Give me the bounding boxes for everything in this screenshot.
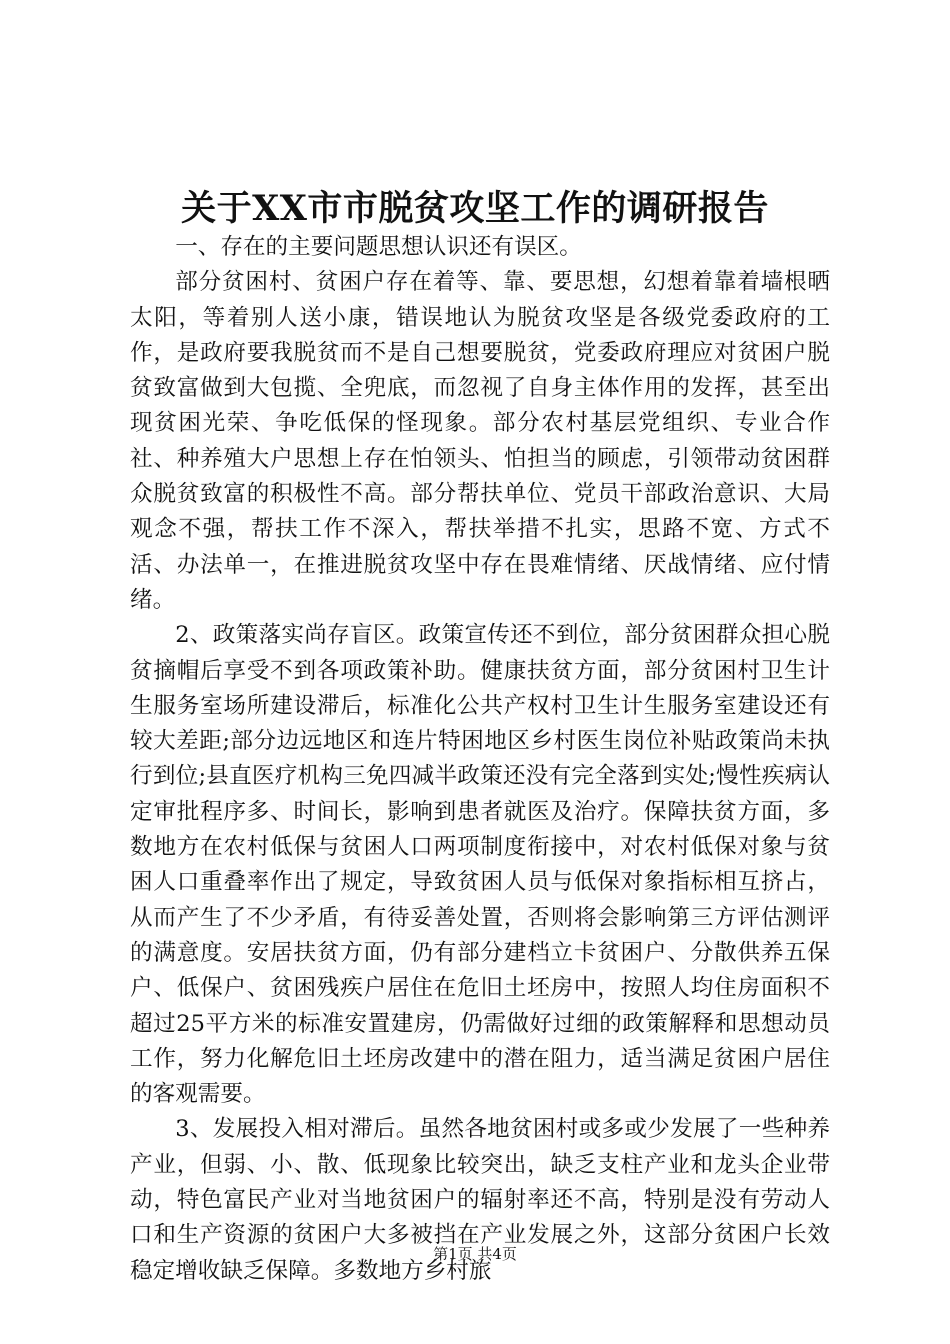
body-paragraph: 部分贫困村、贫困户存在着等、靠、要思想，幻想着靠着墙根晒太阳，等着别人送小康，错误地认为脱贫攻坚是各级党委政府的工作，是政府要我脱贫而不是自己想要脱贫，党委政府理应对贫困户脱贫致富做到大包揽、全兜底，而忽视了自身主体作用的发挥，甚至出现贫困光荣、争吃低保的怪现象。部分农村基层党组织、专业合作社、种养殖大户思想上存在怕领头、怕担当的顾虑，引领带动贫困群众脱贫致富的积极性不高。部分帮扶单位、党员干部政治意识、大局观念不强，帮扶工作不深入，帮扶举措不扎实，思路不宽、方式不活、办法单一，在推进脱贫攻坚中存在畏难情绪、厌战情绪、应付情绪。 [130,269,830,613]
section-heading-paragraph: 一、存在的主要问题思想认识还有误区。 [175,234,582,260]
body-paragraph: 3、发展投入相对滞后。虽然各地贫困村或多或少发展了一些种养产业，但弱、小、散、低现象比较突出，缺乏支柱产业和龙头企业带动，特色富民产业对当地贫困户的辐射率还不高，特别是没有劳动人口和生产资源的贫困户大多被挡在产业发展之外，这部分贫困户长效稳定增收缺乏保障。多数地方乡村旅 [130,1116,830,1284]
body-paragraph: 2、政策落实尚存盲区。政策宣传还不到位，部分贫困群众担心脱贫摘帽后享受不到各项政策补助。健康扶贫方面，部分贫困村卫生计生服务室场所建设滞后，标准化公共产权村卫生计生服务室建设还有较大差距;部分边远地区和连片特困地区乡村医生岗位补贴政策尚未执行到位;县直医疗机构三免四减半政策还没有完全落到实处;慢性疾病认定审批程序多、时间长，影响到患者就医及治疗。保障扶贫方面，多数地方在农村低保与贫困人口两项制度衔接中，对农村低保对象与贫困人口重叠率作出了规定，导致贫困人员与低保对象指标相互挤占，从而产生了不少矛盾，有待妥善处置，否则将会影响第三方评估测评的满意度。安居扶贫方面，仍有部分建档立卡贫困户、分散供养五保户、低保户、贫困残疾户居住在危旧土坯房中，按照人均住房面积不超过25平方米的标准安置建房，仍需做好过细的政策解释和思想动员工作，努力化解危旧土坯房改建中的潜在阻力，适当满足贫困户居住的客观需要。 [130,622,830,1108]
document-body [130,230,830,1289]
document-title: 关于XX市市脱贫攻坚工作的调研报告 [181,188,769,229]
page-footer: 第1页 共4页 [433,1245,517,1263]
